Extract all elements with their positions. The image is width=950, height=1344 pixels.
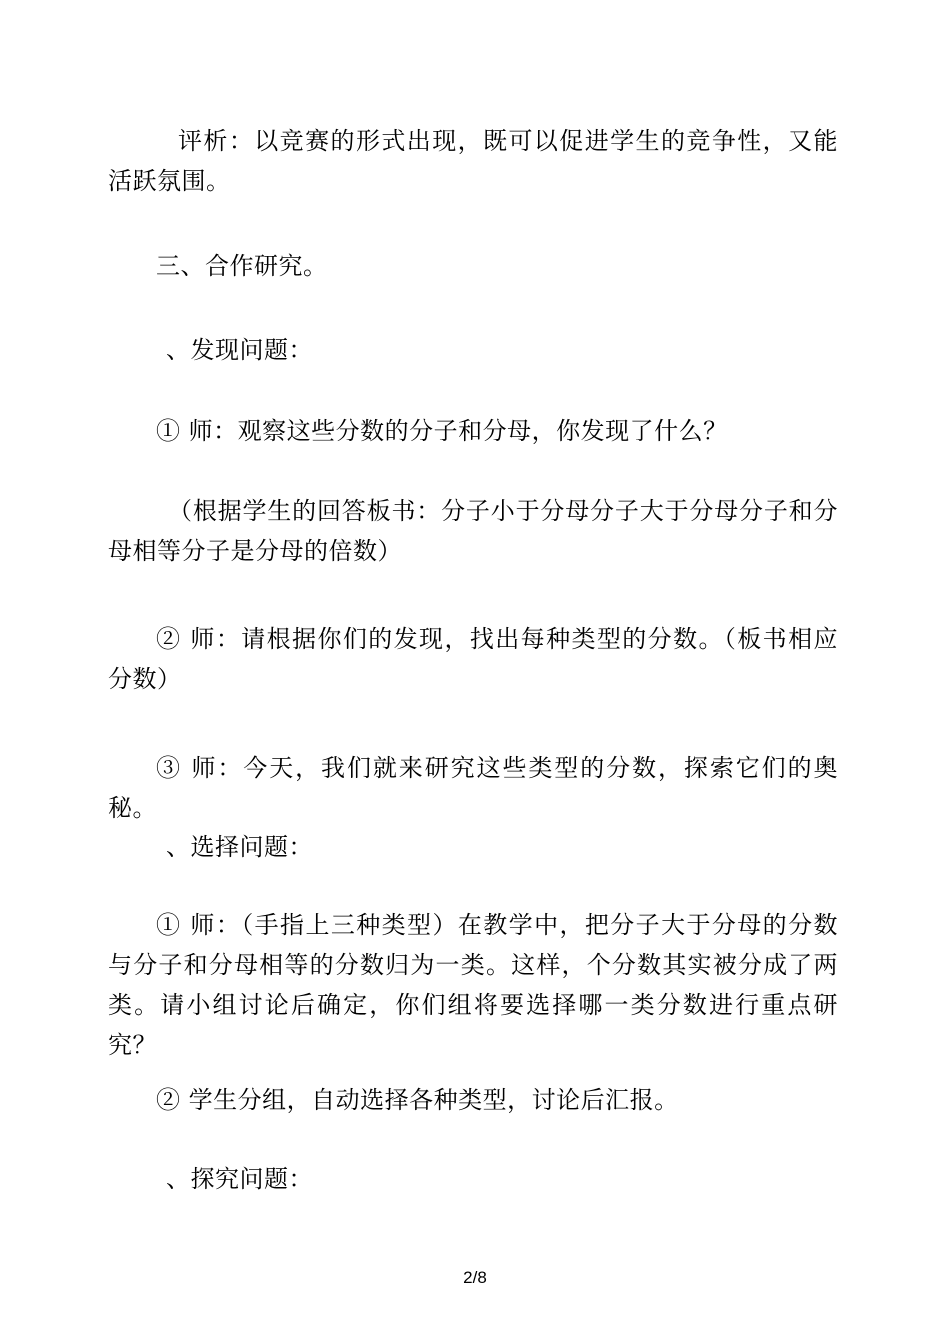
subheading-select-problem: 、选择问题： — [166, 833, 313, 861]
paragraph-board-notes: （根据学生的回答板书：分子小于分母分子大于分母分子和分母相等分子是分母的倍数） — [108, 497, 838, 565]
paragraph-student-groups: ② 学生分组，自动选择各种类型，讨论后汇报。 — [156, 1086, 679, 1114]
page-number: 2/8 — [463, 1268, 487, 1287]
paragraph-teacher-find-types: ② 师：请根据你们的发现，找出每种类型的分数。（板书相应分数） — [108, 625, 838, 693]
paragraph-teacher-group-discussion: ① 师：（手指上三种类型）在教学中，把分子大于分母的分数与分子和分母相等的分数归为一类。这样，个分数其实被分成了两类。请小组讨论后确定，你们组将要选择哪一类分数进行重点研究？ — [108, 911, 838, 1059]
paragraph-teacher-explore: ③ 师：今天，我们就来研究这些类型的分数，探索它们的奥秘。 — [108, 754, 838, 822]
paragraph-teacher-observe: ① 师：观察这些分数的分子和分母，你发现了什么？ — [156, 417, 728, 445]
paragraph-evaluation: 评析：以竞赛的形式出现，既可以促进学生的竞争性，又能活跃氛围。 — [108, 127, 838, 195]
heading-cooperative-research: 三、合作研究。 — [156, 252, 328, 280]
subheading-explore-problem: 、探究问题： — [166, 1165, 313, 1193]
subheading-discover-problem: 、发现问题： — [166, 336, 313, 364]
